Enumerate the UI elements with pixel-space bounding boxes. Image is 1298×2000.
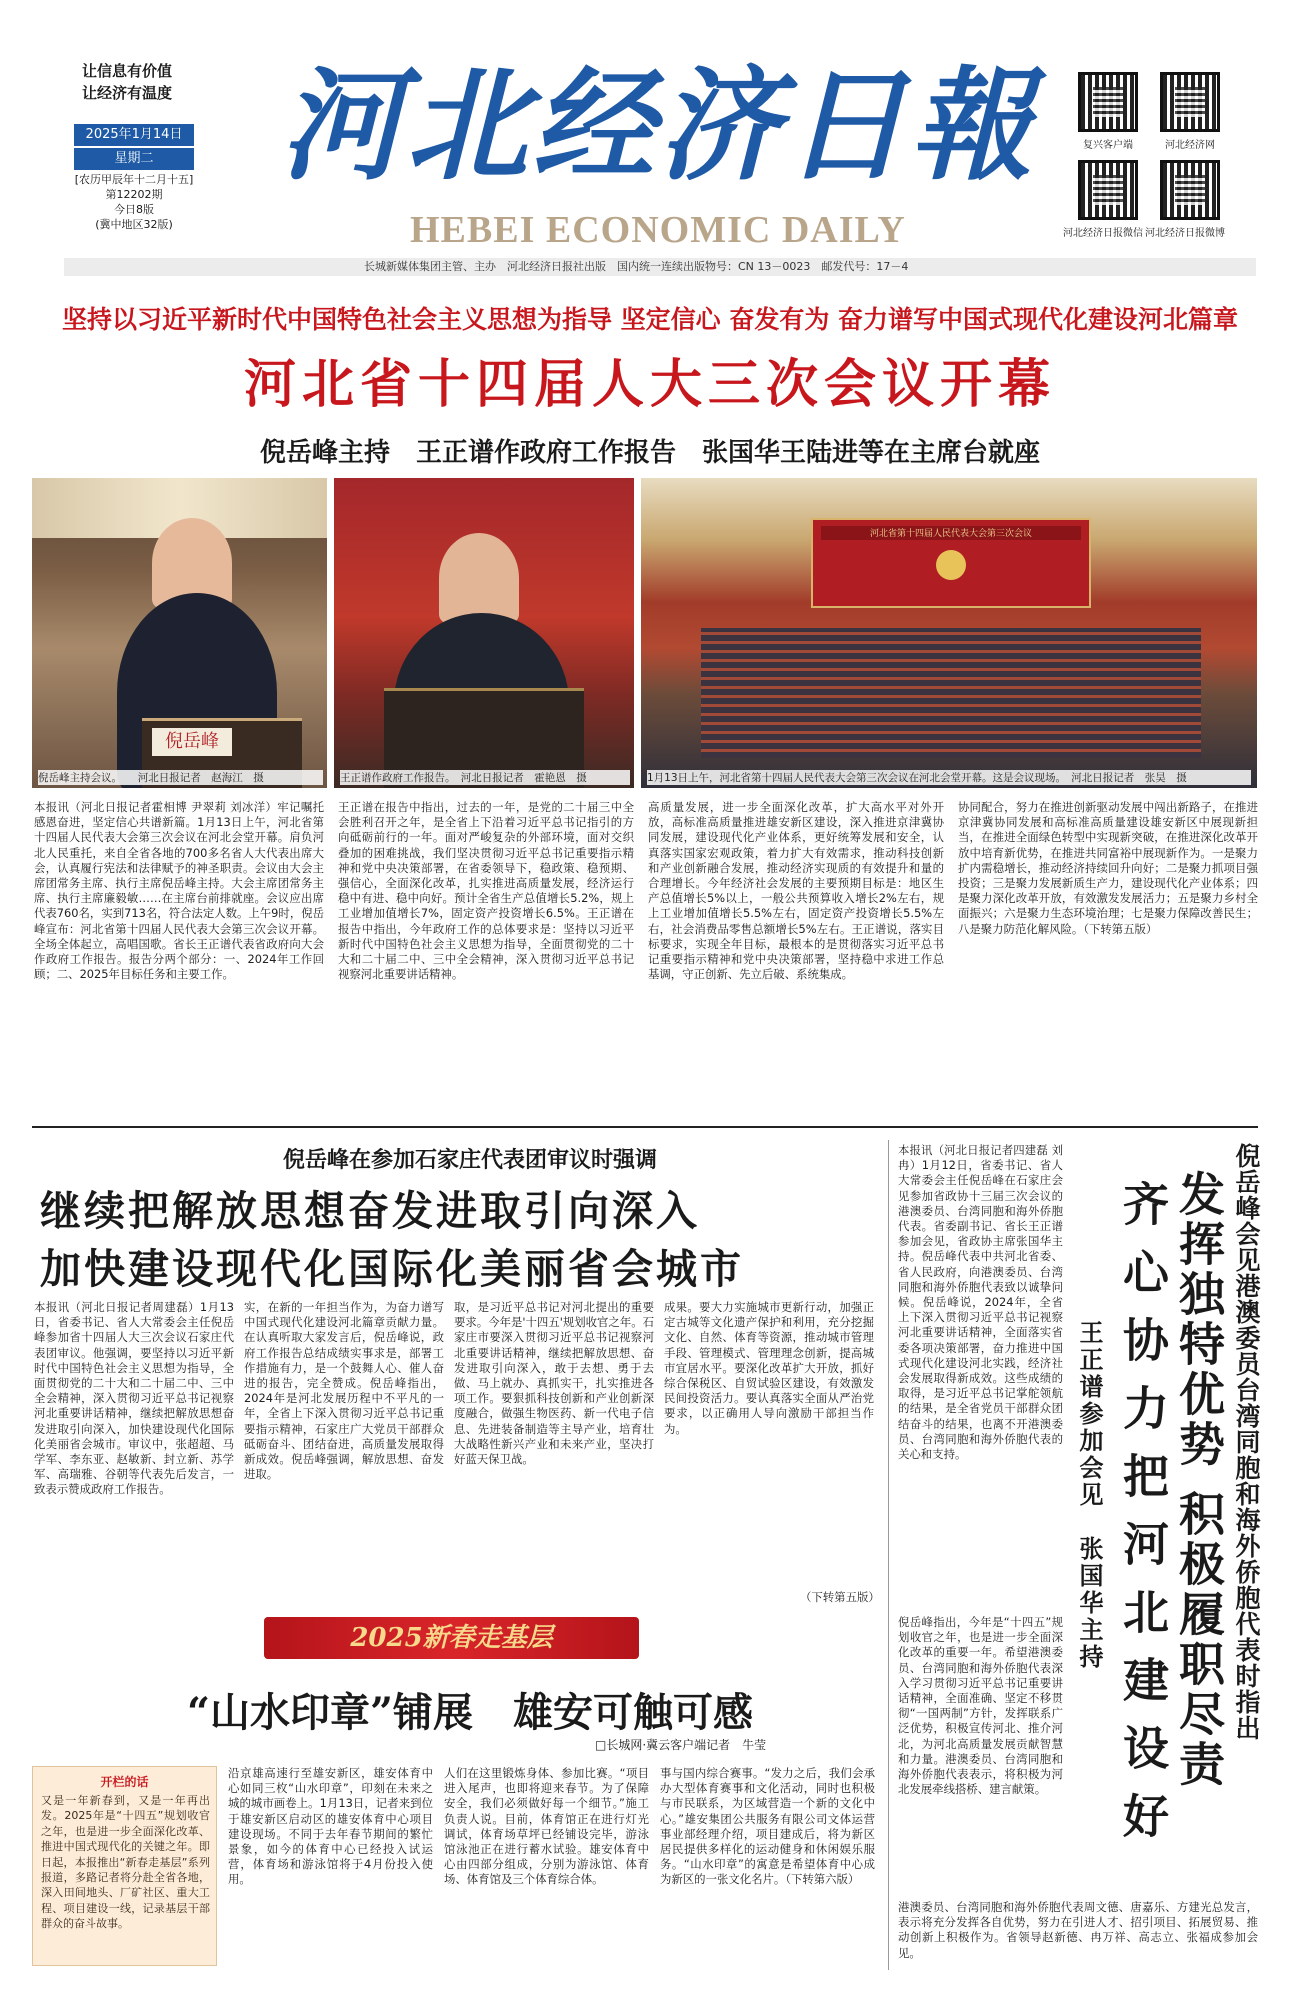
story2-headline[interactable]: 继续把解放思想奋发进取引向深入 xyxy=(40,1187,700,1235)
photo-chair-speaking[interactable] xyxy=(32,478,327,788)
audience-seats xyxy=(701,628,1201,758)
newspaper-title-en: HEBEI ECONOMIC DAILY xyxy=(410,209,906,251)
column-intro-title: 开栏的话 xyxy=(100,1775,149,1789)
photo-caption: 1月13日上午，河北省第十四届人民代表大会第三次会议在河北会堂开幕。这是会议现场。 河北日报记者 张昊 摄 xyxy=(647,770,1251,785)
region-edition: (冀中地区32版) xyxy=(95,218,173,231)
story4-kicker: 倪岳峰会见港澳委员台湾同胞和海外侨胞代表时指出 xyxy=(1232,1143,1261,1741)
section-divider xyxy=(32,1126,1258,1128)
story4-headline[interactable]: 齐心协力把河北建设好 xyxy=(1116,1180,1170,1860)
spring-grassroots-banner: 2025新春走基层 xyxy=(264,1617,639,1659)
lead-article-col-3: 高质量发展，进一步全面深化改革，扩大高水平对外开放，高标准高质量推进雄安新区建设，深入推进京津冀协同发展，建设现代化产业体系，更好统筹发展和安全，认真落实国家宏观政策，着力扩大有效需求，推动科技创新和产业创新融合发展，推动经济实现质的有效提升和量的合理增长。今年经济社会发展的主要预期目标是：地区生产总值增长5%以上，一般公共预算收入增长2%左右，规上工业增加值增长5.5%左右，固定资产投资增长5.5%左右，社会消费品零售总额增长5%左右。王正谱说，落实目标要求，实现全年目标，最根本的是贯彻落实习近平总书记重要指示精神和党中央决策部署，坚持稳中求进工作总基调，守正创新、先立后破、系统集成。 xyxy=(648,800,944,982)
qr-code-icon[interactable] xyxy=(1078,160,1138,220)
lead-article-col-4: 协同配合，努力在推进创新驱动发展中闯出新路子，在推进京津冀协同发展和高标准高质量建设雄安新区中展现新担当，在推进全面绿色转型中实现新突破，在推进深化改革开放中培育新优势，在推进共同富裕中展现新作为。一是聚力扩内需稳增长，推动经济持续回升向好；二是聚力抓项目强投资；三是聚力发展新质生产力，建设现代化产业体系；四是聚力深化改革开放，有效激发发展活力；五是聚力乡村全面振兴；六是聚力生态环境治理；七是聚力保障改善民生；八是聚力防范化解风险。（下转第五版） xyxy=(958,800,1258,936)
story3-headline[interactable]: “山水印章”铺展 雄安可触可感 xyxy=(186,1689,753,1736)
qr-label: 河北经济网 xyxy=(1165,140,1215,151)
photo-caption: 倪岳峰主持会议。 河北日报记者 赵海江 摄 xyxy=(38,770,323,785)
story3-col-2: 人们在这里锻炼身体、参加比赛。“项目进入尾声，也即将迎来春节。为了保障安全，我们必须做好每一个细节。”施工负责人说。目前，体育馆正在进行灯光调试，体育场草坪已经铺设完毕，游泳馆泳池正在进行蓄水试验。雄安体育中心由四部分组成，分别为游泳馆、体育场、体育馆及三个体育综合体。 xyxy=(444,1766,649,1887)
qr-label: 河北经济日报微博 xyxy=(1145,228,1225,239)
story4-subheadline: 王正谱参加会见 张国华主持 xyxy=(1075,1320,1104,1671)
issue-number: 第12202期 xyxy=(105,188,163,201)
lunar-date: [农历甲辰年十二月十五] xyxy=(74,173,194,186)
story2-col-2: 实，在新的一年担当作为，为奋力谱写中国式现代化建设河北篇章贡献力量。在认真听取大家发言后，倪岳峰说，政府工作报告总结成绩实事求是，部署工作措施有力，是一个鼓舞人心、催人奋进的报告，完全赞成。倪岳峰指出，2024年是河北发展历程中不平凡的一年，全省上下深入贯彻习近平总书记重要指示精神，石家庄广大党员干部群众砥砺奋斗、团结奋进，高质量发展取得新成效。倪岳峰强调，解放思想、奋发进取。 xyxy=(244,1300,444,1482)
column-intro-text: 又是一年新春到，又是一年再出发。2025年是“十四五”规划收官之年，也是进一步全面深化改革、推进中国式现代化的关键之年。即日起，本报推出“新春走基层”系列报道，多路记者将分赴全省各地，深入田间地头、厂矿社区、重大工程、项目建设一线，记录基层干部群众的奋斗故事。 xyxy=(41,1794,210,1931)
lead-article-col-2: 王正谱在报告中指出，过去的一年，是党的二十届三中全会胜利召开之年，是全省上下沿着习近平总书记指引的方向砥砺前行的一年。面对严峻复杂的外部环境，面对交织叠加的困难挑战，我们坚决贯彻习近平总书记重要指示精神和党中央决策部署，在省委领导下，稳政策、稳预期、强信心，全面深化改革，扎实推进高质量发展，经济运行稳中有进、稳中向好。预计全省生产总值增长5.2%，规上工业增加值增长7%，固定资产投资增长6.5%。王正谱在报告中指出，今年政府工作的总体要求是：坚持以习近平新时代中国特色社会主义思想为指导，全面贯彻党的二十大和二十届二中、三中全会精神，深入贯彻习近平总书记视察河北重要讲话精神。 xyxy=(338,800,634,982)
story2-continued[interactable]: （下转第五版） xyxy=(800,1590,880,1604)
qr-code-icon[interactable] xyxy=(1078,72,1138,132)
qr-code-icon[interactable] xyxy=(1160,72,1220,132)
story2-headline[interactable]: 加快建设现代化国际化美丽省会城市 xyxy=(40,1245,744,1293)
story4-col-1: 本报讯（河北日报记者四建磊 刘冉）1月12日，省委书记、省人大常委会主任倪岳峰在石家庄会见参加省政协十三届三次会议的港澳委员、台湾同胞和海外侨胞代表。省委副书记、省长王正谱参加会见，省政协主席张国华主持。倪岳峰代表中共河北省委、省人民政府，向港澳委员、台湾同胞和海外侨胞代表致以诚挚问候。倪岳峰说，2024年，全省上下深入贯彻习近平总书记视察河北重要讲话精神，全面落实省委各项决策部署，奋力推进中国式现代化建设河北实践，经济社会发展取得新成效。这些成绩的取得，是习近平总书记掌舵领航的结果，是全省党员干部群众团结奋斗的结果，也离不开港澳委员、台湾同胞和海外侨胞代表的关心和支持。 xyxy=(898,1143,1063,1462)
lead-article-col-1: 本报讯（河北日报记者霍相博 尹翠莉 刘冰洋）牢记嘱托感恩奋进，坚定信心共谱新篇。1月13日上午，河北省第十四届人民代表大会第三次会议在河北会堂开幕。肩负河北人民重托，来自全省各地的700多名省人大代表出席大会，认真履行宪法和法律赋予的神圣职责。会议由大会主席团常务主席、执行主席倪岳峰主持。大会主席团常务主席、执行主席廉毅敏……在主席台前排就座。会议应出席代表760名，实到713名，符合法定人数。上午9时，倪岳峰宣布：河北省第十四届人民代表大会第三次会议开幕。全场全体起立，高唱国歌。省长王正谱代表省政府向大会作政府工作报告。报告分两个部分：一、2024年工作回顾；二、2025年目标任务和主要工作。 xyxy=(34,800,324,982)
slogan-line: 让信息有价值 xyxy=(82,62,173,80)
stage-banner-text: 河北省第十四届人民代表大会第三次会议 xyxy=(869,529,1032,539)
lead-headline[interactable]: 河北省十四届人大三次会议开幕 xyxy=(243,354,1056,415)
page-count: 今日8版 xyxy=(114,203,154,216)
story3-col-1: 沿京雄高速行至雄安新区，雄安体育中心如同三枚“山水印章”，印刻在未来之城的城市画卷上。1月13日，记者来到位于雄安新区启动区的雄安体育中心项目建设现场。不同于去年春节期间的繁忙景象，如今的体育中心已经投入试运营，体育场和游泳馆将于4月份投入使用。 xyxy=(228,1766,433,1887)
publication-info-bar: 长城新媒体集团主管、主办 河北经济日报社出版 国内统一连续出版物号：CN 13－0023 邮发代号：17－4 xyxy=(64,258,1256,276)
newspaper-title: 河北经济日報 xyxy=(280,53,1036,197)
column-intro-box xyxy=(32,1766,217,1966)
story4-col-2: 倪岳峰指出，今年是“十四五”规划收官之年，也是进一步全面深化改革的重要一年。希望港澳委员、台湾同胞和海外侨胞代表深入学习贯彻习近平总书记重要讲话精神，全面准确、坚定不移贯彻“一国两制”方针，发挥联系广泛优势，积极宣传河北、推介河北，为河北高质量发展贡献智慧和力量。港澳委员、台湾同胞和海外侨胞代表表示，将积极为河北发展牵线搭桥、建言献策。 xyxy=(898,1615,1063,1797)
photo-assembly-hall[interactable] xyxy=(641,478,1257,788)
lead-kicker: 坚持以习近平新时代中国特色社会主义思想为指导 坚定信心 奋发有为 奋力谱写中国式现代化建设河北篇章 xyxy=(61,305,1239,334)
story3-col-3: 事与国内综合赛事。“发力之后，我们会承办大型体育赛事和文化活动，同时也积极与市民联系，为区域营造一个新的文化中心。”雄安集团公共服务有限公司文体运营事业部经理介绍，项目建成后，将为新区居民提供多样化的运动健身和休闲娱乐服务。“山水印章”的寓意是希望体育中心成为新区的一张文化名片。（下转第六版） xyxy=(660,1766,875,1887)
qr-code-icon[interactable] xyxy=(1160,160,1220,220)
qr-label: 河北经济日报微信 xyxy=(1063,228,1143,239)
speaker-head xyxy=(439,533,519,623)
qr-label: 复兴客户端 xyxy=(1083,140,1133,151)
column-divider xyxy=(888,1140,889,1970)
photo-caption: 王正谱作政府工作报告。 河北日报记者 霍艳恩 摄 xyxy=(340,770,630,785)
issue-date: 2025年1月14日 xyxy=(74,124,194,146)
story4-headline[interactable]: 发挥独特优势 积极履职尽责 xyxy=(1172,1170,1226,1791)
story2-col-4: 成果。要大力实施城市更新行动，加强正定古城等文化遗产保护和利用，充分挖掘文化、自然、体育等资源，推动城市管理手段、管理模式、管理理念创新，提高城市宜居水平。要深化改革扩大开放，抓好综合保税区、自贸试验区建设，有效激发民间投资活力。要认真落实全面从严治党要求，以正确用人导向激励干部担当作为。 xyxy=(664,1300,874,1436)
story4-col-3: 港澳委员、台湾同胞和海外侨胞代表周文德、唐嘉乐、方建光总发言，表示将充分发挥各自优势，努力在引进人才、招引项目、拓展贸易、推动创新上积极作为。省领导赵新德、冉万祥、高志立、张福成参加会见。 xyxy=(898,1900,1258,1960)
story2-col-3: 取，是习近平总书记对河北提出的重要要求。今年是'十四五'规划收官之年。石家庄市要深入贯彻习近平总书记视察河北重要讲话精神，继续把解放思想、奋发进取引向深入，敢于去想、勇于去做、马上就办、真抓实干，扎实推进各项工作。要狠抓科技创新和产业创新深度融合，做强生物医药、新一代电子信息、先进装备制造等主导产业，培育壮大战略性新兴产业和未来产业，坚决打好蓝天保卫战。 xyxy=(454,1300,654,1467)
issue-weekday: 星期二 xyxy=(74,148,194,170)
masthead-slogan xyxy=(82,60,192,104)
story2-col-1: 本报讯（河北日报记者周建磊）1月13日，省委书记、省人大常委会主任倪岳峰参加省十四届人大三次会议石家庄代表团审议。他强调，要坚持以习近平新时代中国特色社会主义思想为指导，全面贯彻党的二十大和二十届二中、三中全会精神，深入贯彻习近平总书记视察河北重要讲话精神，继续把解放思想奋发进取引向深入，加快建设现代化国际化美丽省会城市。审议中，张超超、马学军、李东亚、赵敏新、封立新、苏学军、高瑞雅、谷朝等代表先后发言，一致表示赞成政府工作报告。 xyxy=(34,1300,234,1497)
story3-byline: □长城网·冀云客户端记者 牛莹 xyxy=(595,1738,767,1752)
photo-government-report[interactable] xyxy=(334,478,634,788)
name-plate: 倪岳峰 xyxy=(152,728,232,756)
date-box xyxy=(74,124,194,232)
slogan-line: 让经济有温度 xyxy=(82,84,173,102)
story2-kicker: 倪岳峰在参加石家庄代表团审议时强调 xyxy=(282,1147,657,1173)
lead-subheadline: 倪岳峰主持 王正谱作政府工作报告 张国华王陆进等在主席台就座 xyxy=(259,438,1040,468)
national-emblem-icon xyxy=(936,550,966,580)
